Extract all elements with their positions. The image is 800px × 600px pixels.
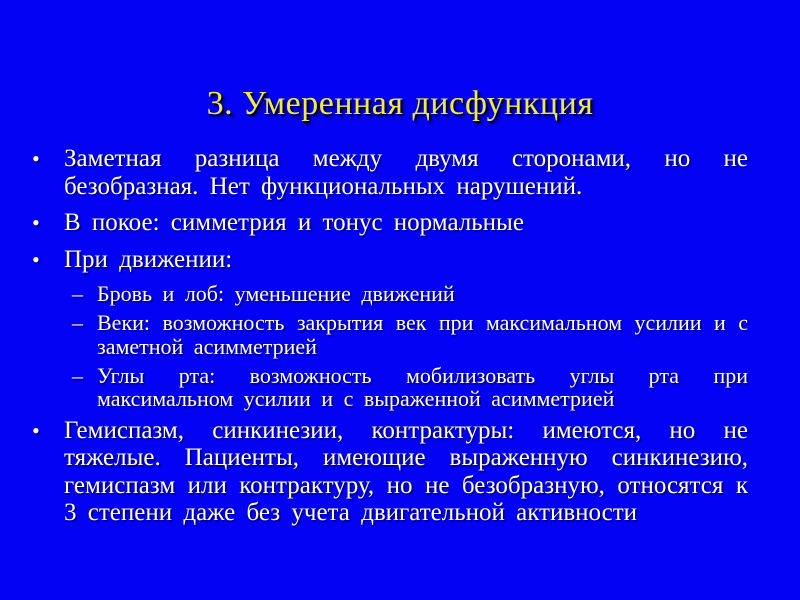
sub-bullet-item — [72, 364, 748, 411]
sub-bullet-text: Бровь и лоб: уменьшение движений — [97, 281, 455, 307]
sub-bullet-item — [72, 311, 748, 358]
bullet-item — [32, 145, 748, 200]
bullet-text: В покое: симметрия и тонус нормальные — [64, 209, 524, 237]
bullet-icon: • — [32, 246, 40, 272]
bullet-icon: • — [32, 417, 40, 443]
dash-icon: – — [72, 310, 83, 336]
bullet-text: При движении: — [64, 245, 233, 273]
bullet-item — [32, 209, 748, 237]
bullet-icon: • — [32, 210, 40, 236]
bullet-item — [32, 417, 748, 527]
bullet-text: Гемиспазм, синкинезии, контрактуры: имеются, но не тяжелые. Пациенты, имеющие выраженную синкинезию, гемиспазм или контрактуру, но не безобразную, относятся к 3 степени даже без учета двигательной активности — [64, 416, 748, 527]
dash-icon: – — [72, 363, 83, 389]
dash-icon: – — [72, 281, 83, 307]
bullet-text: Заметная разница между двумя сторонами, но не безобразная. Нет функциональных нарушений. — [64, 145, 748, 200]
slide-title: 3. Умеренная дисфункция — [206, 85, 594, 122]
sub-bullet-text: Углы рта: возможность мобилизовать углы рта при максимальном усилии и с выраженной асимметрией — [97, 363, 748, 412]
sub-bullet-text: Веки: возможность закрытия век при максимальном усилии и с заметной асимметрией — [97, 310, 748, 359]
sub-bullet-item — [72, 282, 748, 305]
bullet-icon: • — [32, 146, 40, 172]
slide-body — [32, 145, 748, 527]
bullet-item — [32, 246, 748, 274]
